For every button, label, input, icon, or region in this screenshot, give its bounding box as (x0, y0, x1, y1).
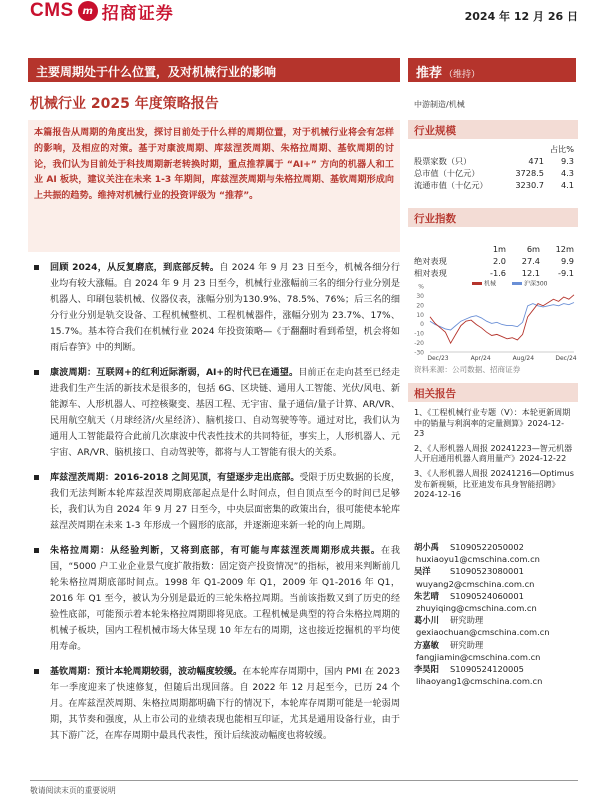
analyst-id: 研究助理 (450, 639, 484, 650)
analyst-email[interactable]: wuyang2@cmschina.com.cn (416, 578, 535, 589)
rating-label: 推荐 (416, 66, 443, 81)
scale-label: 总市值（十亿元） (414, 167, 480, 178)
bullet-text: 在本轮库存周期中，国内 PMI 在 2023 年一季度迎来了快速修复，但随后出现回落。自 2022 年 12 月起至今，已历 24 个月。在库兹涅茨周期、朱格拉周期都明确下行的情况下，本轮库存周期可能是一轮弱周期，其节奏和强度，从上市公司的业绩表现也能相互印证，尤其是通用设备行业，由于其下游广泛，在库存周期中最具代表性，预计后续波动幅度也将较缓。 (50, 667, 400, 741)
y-tick-label: 10 (416, 311, 424, 319)
analyst-name: 胡小禹 (414, 542, 439, 553)
analyst-email[interactable]: fangjiamin@cmschina.com.cn (416, 651, 541, 662)
index-table (414, 243, 574, 279)
company-logo (30, 0, 174, 22)
related-report-item[interactable]: 3、《人形机器人周报 20241216—Optimus 发布新视频，比亚迪发布具身智能招聘》2024-12-16 (414, 467, 574, 500)
analyst-name: 朱艺晴 (414, 590, 439, 601)
analyst-name: 方嘉敏 (414, 639, 439, 650)
bullet-lead: 库兹涅茨周期：2016-2018 之间见顶，有望逐步走出底部。 (50, 473, 300, 483)
bullet-lead: 朱格拉周期：从经验判断，又将到底部，有可能与库兹涅茨周期形成共振。 (50, 546, 381, 556)
legend-label: 沪深300 (524, 280, 548, 288)
footer-divider (30, 780, 578, 781)
index-row (414, 267, 574, 279)
index-row (414, 255, 574, 267)
index-value: 2.0 (492, 256, 506, 266)
y-tick-label: 0 (420, 321, 424, 329)
headline-banner: 主要周期处于什么位置，及对机械行业的影响 (28, 58, 400, 82)
analyst-email-row (414, 553, 574, 565)
bullet-item (28, 543, 400, 655)
analyst-row (414, 541, 574, 553)
related-report-item[interactable]: 2、《人形机器人周报 20241223—智元机器人开启通用机器人商用量产》2024-12-22 (414, 442, 573, 464)
bullet-text: 自 2024 年 9 月 23 日至今，机械各细分行业均有较大涨幅。自 2024 年 9 月 23 日至今，机械行业涨幅前三名的细分行业分别是机器人、印刷包装机械、仪器仪表，涨幅分别为130.9%、78.5%、76%；后三名的细分行业分别是轨交设备、工程机械整机、工程机械器件，涨幅分别为 23.7%、17%、15.7%。基本符合我们在机械行业 2024 年投资策略—《于翻翻时看到希望，机会将如雨后春笋》中的判断。 (50, 263, 400, 353)
index-value: 27.4 (521, 256, 540, 266)
y-tick-label: 30 (416, 292, 424, 300)
scale-row (414, 179, 574, 191)
logo-cms: CMS (30, 0, 74, 21)
scale-value: 471 (528, 156, 544, 166)
scale-table (414, 143, 574, 191)
legend-swatch (472, 282, 482, 285)
scale-value: 3728.5 (515, 168, 544, 178)
bullet-item (28, 664, 400, 744)
analyst-email-row (414, 602, 574, 614)
analyst-row (414, 590, 574, 602)
y-tick-label: % (418, 283, 424, 291)
rating-banner (408, 58, 576, 82)
bullet-item (28, 365, 400, 461)
bullet-text: 在我国，“5000 户工业企业景气度扩散指数：固定资产投资情况”的指标，被用来判断前几轮朱格拉周期底部时间点。1998 年 Q1-2009 年 Q1，2009 年 Q1-2016 年 Q1，2016 年 Q1 至今，被认为分别是最近的三轮朱格拉周期。当前该指数又到了历史的经验性底部，可能预示着本轮朱格拉周期即将见底。工程机械是典型的符合朱格拉周期的机械子板块，国内工程机械市场大体呈现 10 年左右的周期，这也接近挖掘机的平均使用寿命。 (50, 546, 400, 652)
index-line-chart (410, 280, 578, 362)
analyst-row (414, 663, 574, 675)
bullet-item (28, 470, 400, 534)
bullet-text: 目前正在走向甚至已经走进我们生产生活的新技术是很多的，包括 6G、区块链、通用人工智能、光伏/风电、新能源车、人形机器人、可控核聚变、基因工程、无宇宙、量子通信/量子计算、AR/VR、民用航空航天（月球经济/火星经济）、脑机接口、自动驾驶等等。通过对比，我们认为通用人工智能最符合此前几次康波中代表性技术的共同特征，事实上，人形机器人、元宇宙、AR/VR、脑机接口、自动驾驶等，都将与人工智能有很大的关系。 (50, 368, 400, 458)
pct-header: 占比% (549, 143, 574, 154)
bullet-square-icon (34, 475, 39, 480)
scale-label: 股票家数（只） (414, 155, 472, 166)
summary-box: 本篇报告从周期的角度出发，探讨目前处于什么样的周期位置，对于机械行业将会有怎样的影响，及相应的对策。基于对康波周期、库兹涅茨周期、朱格拉周期、基钦周期的讨论，我们认为目前处于科技周期新老转换时期，重点推荐属于 “AI+” 方向的机器人和工业 AI 板块，建议关注在未来 1-3 年期间，库兹涅茨周期与朱格拉周期、基钦周期形成向上共振的趋势。维持对机械行业的投资评级为 “推荐”。 (28, 120, 400, 252)
scale-value: 3230.7 (515, 180, 544, 190)
index-label: 绝对表现 (414, 255, 447, 266)
legend-label: 机械 (484, 280, 497, 288)
analyst-email-row (414, 675, 574, 687)
hs300-series-line (430, 303, 574, 331)
related-report-item[interactable]: 1、《工程机械行业专题（Ⅴ）：本轮更新周期中的销量与利润率的定量测算》2024-12-23 (414, 407, 571, 439)
y-tick-label: -20 (414, 340, 424, 348)
bullet-item (28, 260, 400, 356)
footer-note: 敬请阅读末页的重要说明 (30, 786, 116, 795)
scale-row (414, 167, 574, 179)
legend-swatch (512, 282, 522, 285)
bullet-list (28, 260, 400, 753)
industry-category: 中游制造/机械 (414, 100, 465, 109)
analyst-id: S1090522050002 (450, 542, 524, 553)
analyst-email-row (414, 651, 574, 663)
bullet-square-icon (34, 548, 39, 553)
bullet-square-icon (34, 370, 39, 375)
report-date: 2024 年 12 月 26 日 (464, 10, 578, 23)
analyst-email[interactable]: zhuyiqing@cmschina.com.cn (416, 603, 537, 614)
index-header-row (414, 243, 574, 255)
analyst-id: S1090524060001 (450, 590, 524, 601)
bullet-lead: 回顾 2024，从反复磨底，到底部反转。 (50, 263, 220, 273)
index-header: 6m (526, 244, 540, 254)
scale-section-title: 行业规模 (408, 120, 578, 139)
index-value: -9.1 (558, 268, 574, 278)
analyst-email[interactable]: huxiaoyu1@cmschina.com.cn (416, 554, 540, 565)
mech-series-line (430, 295, 574, 343)
analyst-name: 吴洋 (414, 566, 431, 577)
bullet-text: 受限于历史数据的长度，我们无法判断本轮库兹涅茨周期底部起点是什么时间点，但自顶点至今的时间已足够长，我们认为自 2024 年 9 月 27 日至今，中央层面密集的政策出台，很可能使本轮库兹涅茨周期在未来 1-3 年形成一个圆形的底部，并逐渐迎来新一轮的向上周期。 (50, 473, 400, 531)
y-tick-label: -30 (414, 349, 424, 357)
chart-source: 资料来源：公司数据、招商证券 (414, 365, 521, 374)
index-label: 相对表现 (414, 267, 447, 278)
related-section-title: 相关报告 (408, 383, 578, 402)
index-header: 1m (492, 244, 506, 254)
scale-header-row (414, 143, 574, 155)
analyst-email-row (414, 578, 574, 590)
x-tick-label: Dec/24 (555, 355, 577, 362)
analyst-row (414, 565, 574, 577)
page-header (0, 0, 600, 30)
scale-pct: 4.3 (560, 168, 574, 178)
analyst-email[interactable]: gexiaochuan@cmschina.com.cn (416, 627, 550, 638)
report-title: 机械行业 2025 年度策略报告 (30, 96, 219, 112)
scale-pct: 9.3 (560, 156, 574, 166)
analyst-id: S1090523080001 (450, 566, 524, 577)
analyst-row (414, 614, 574, 626)
analyst-name: 李昊阳 (414, 663, 439, 674)
scale-label: 流通市值（十亿元） (414, 179, 488, 190)
analyst-id: 研究助理 (450, 615, 484, 626)
index-header: 12m (555, 244, 574, 254)
y-tick-label: -10 (414, 330, 424, 338)
bullet-square-icon (34, 669, 39, 674)
bullet-lead: 基钦周期：预计本轮周期较弱，波动幅度较缓。 (50, 667, 243, 677)
scale-pct: 4.1 (560, 180, 574, 190)
x-tick-label: Aug/24 (512, 355, 535, 362)
analyst-email-row (414, 626, 574, 638)
rating-sub: （维持） (444, 70, 481, 80)
analyst-list (414, 541, 574, 687)
analyst-email[interactable]: lihaoyang1@cmschina.com.cn (416, 676, 543, 687)
index-value: 9.9 (560, 256, 574, 266)
bullet-lead: 康波周期：互联网+的红利近际渐弱，AI+的时代已在通望。 (50, 368, 299, 378)
scale-row (414, 155, 574, 167)
index-value: 12.1 (521, 268, 540, 278)
bullet-square-icon (34, 265, 39, 270)
x-tick-label: Dec/23 (427, 355, 449, 362)
analyst-row (414, 639, 574, 651)
analyst-id: S1090524120005 (450, 663, 524, 674)
logo-chinese: 招商证券 (101, 3, 174, 24)
x-tick-label: Apr/24 (470, 355, 491, 362)
index-section-title: 行业指数 (408, 208, 578, 227)
logo-badge-icon: m (78, 1, 98, 21)
y-tick-label: 20 (416, 302, 424, 310)
related-reports (414, 407, 574, 504)
index-value: -1.6 (490, 268, 506, 278)
analyst-name: 葛小川 (414, 615, 439, 626)
